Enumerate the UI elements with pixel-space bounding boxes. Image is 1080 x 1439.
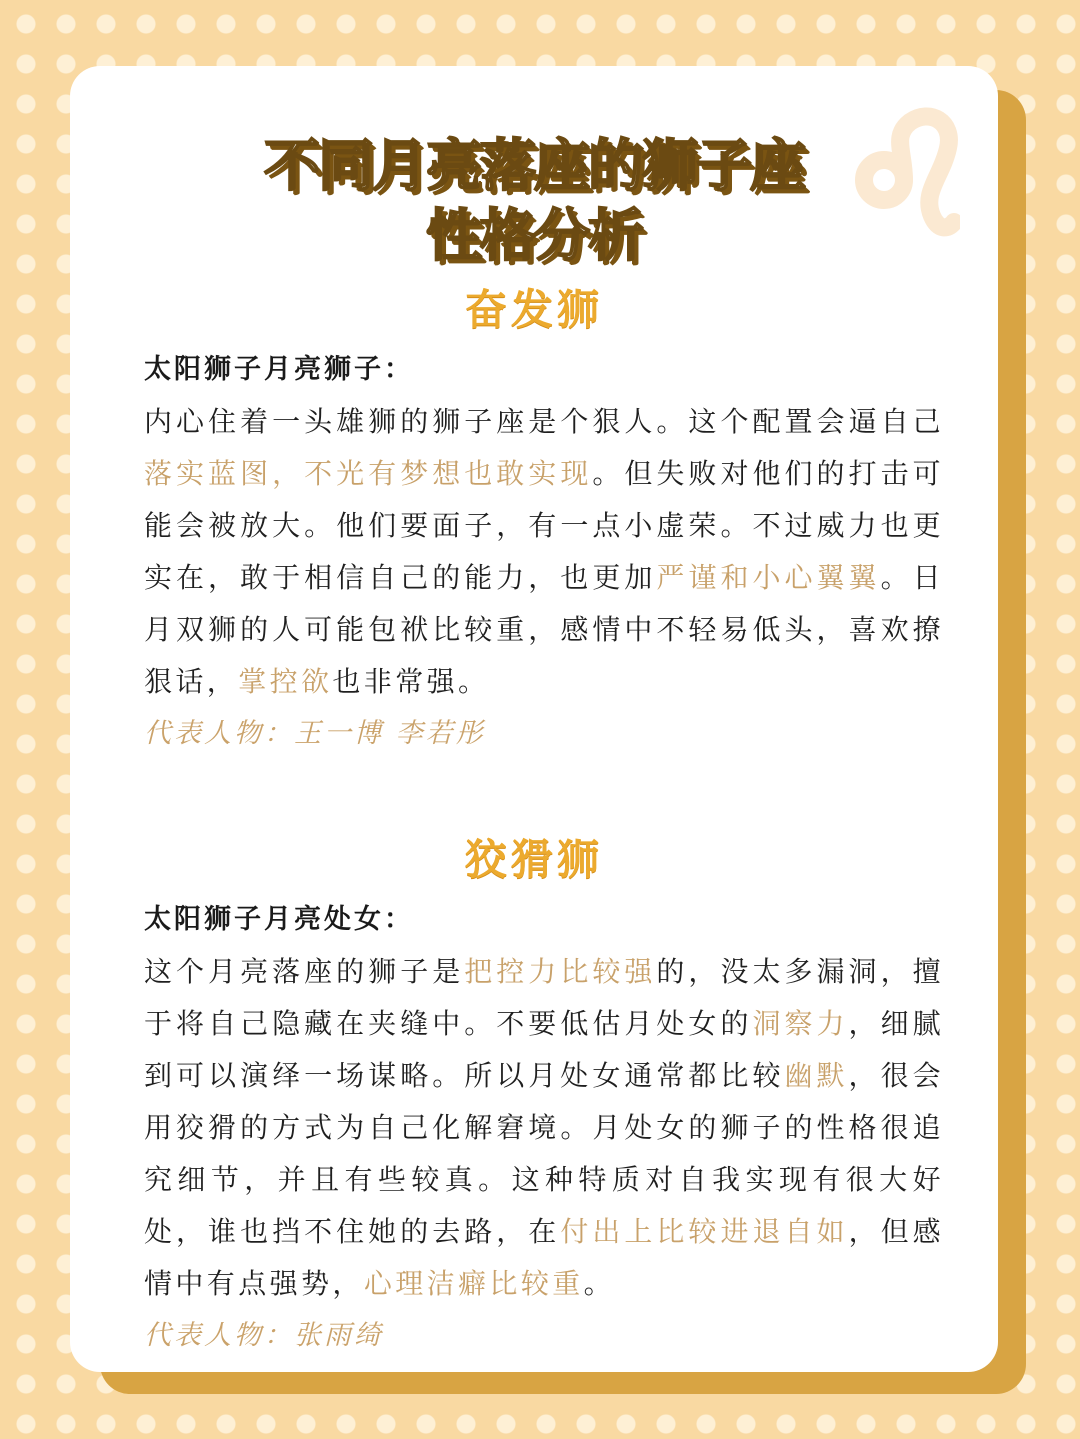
paragraph-text: 。 [583, 1267, 616, 1300]
paragraph-text: 也非常强。 [332, 665, 490, 698]
section-paragraph-1 [144, 396, 944, 708]
paragraph-text: ，很会用狡猾的方式为自己化解窘境。月处女的狮子的性格很追究细节，并且有些较真。这种特质对自我实现有很大好处，谁也挡不住她的去路，在 [144, 1059, 944, 1248]
section-paragraph-2 [144, 946, 944, 1310]
highlight-text: 把控力比较强 [464, 955, 657, 988]
page-title-line2: 性格分析 [426, 204, 642, 269]
section-subtitle-1: 太阳狮子月亮狮子： [144, 354, 414, 385]
paragraph-text: ，细腻到可以演绎一场谋略。所以月处女通常都比较 [144, 1007, 944, 1092]
paragraph-text: ，但感情中有点强势， [144, 1215, 945, 1300]
paragraph-text: 。但失败对他们的打击可能会被放大。他们要面子，有一点小虚荣。不过威力也更实在，敢于相信自己的能力，也更加 [144, 457, 944, 594]
paragraph-text: 这个月亮落座的狮子是 [144, 955, 465, 988]
highlight-text: 幽默 [784, 1059, 849, 1092]
highlight-text: 掌控欲 [238, 665, 333, 698]
paragraph-text: 内心住着一头雄狮的狮子座是个狠人。这个配置会逼自己 [144, 405, 944, 438]
highlight-text: 落实蓝图，不光有梦想也敢实现 [144, 457, 593, 490]
section-heading-1: 奋发狮 [464, 285, 603, 334]
highlight-text: 严谨和小心翼翼 [656, 561, 881, 594]
highlight-text: 心理洁癖比较重 [363, 1267, 584, 1300]
page-title-line1: 不同月亮落座的狮子座 [264, 134, 804, 199]
content-card [70, 66, 998, 1372]
highlight-text: 付出上比较进退自如 [560, 1215, 849, 1248]
representatives-2: 代表人物：张雨绮 [144, 1320, 384, 1351]
paragraph-text: 的，没太多漏洞，擅于将自己隐藏在夹缝中。不要低估月处女的 [144, 955, 944, 1040]
highlight-text: 洞察力 [752, 1007, 849, 1040]
paragraph-text: 。日月双狮的人可能包袱比较重，感情中不轻易低头，喜欢撩狠话， [144, 561, 944, 698]
section-subtitle-2: 太阳狮子月亮处女： [144, 904, 414, 935]
representatives-1: 代表人物：王一博 李若彤 [144, 718, 486, 749]
section-heading-2: 狡猾狮 [464, 835, 603, 884]
